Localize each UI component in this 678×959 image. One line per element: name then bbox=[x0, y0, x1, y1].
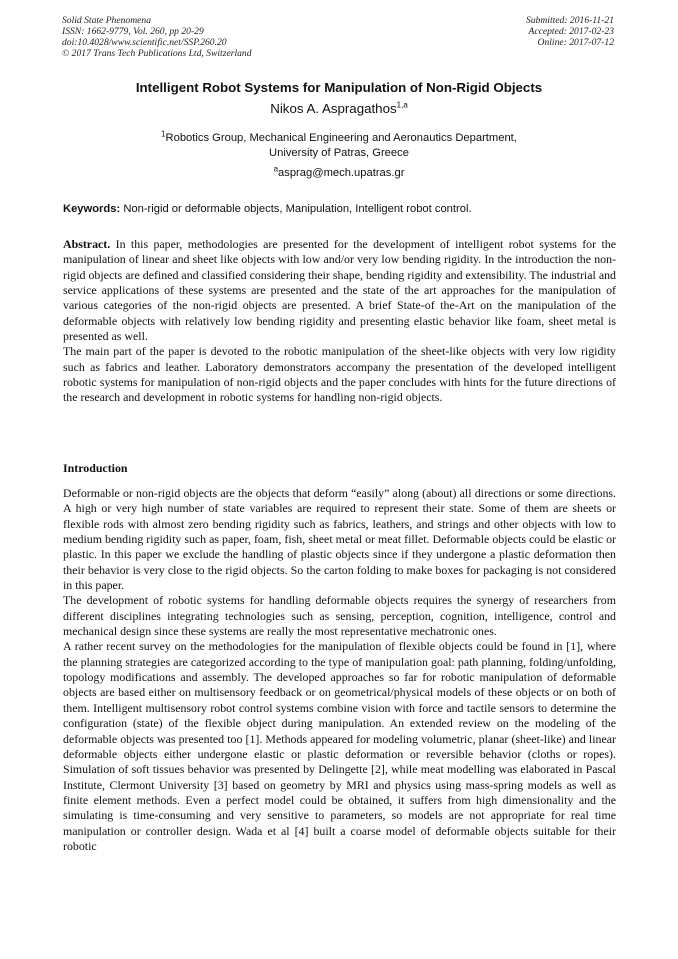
affiliation-text-1: Robotics Group, Mechanical Engineering and Aeronautics Department, bbox=[165, 132, 517, 144]
abstract-text-1: In this paper, methodologies are presented for the development of intelligent robot systems for the manipulation of linear and sheet like objects with low and/or very low bending rigidity. In the introduction the non-rigid objects are defined and classified considering their shape, bending rigidity and extensibility. The industrial and service applications of these systems are presented and the state of the art approaches for the manipulation of various categories of the non-rigid objects are presented. A brief State-of the-Art on the manipulation of the deformable objects with relatively low bending rigidity and presenting elastic behavior like foam, sheet metal is presented as well. bbox=[63, 237, 616, 344]
online-date: Online: 2017-07-12 bbox=[537, 37, 614, 48]
journal-name: Solid State Phenomena bbox=[62, 15, 151, 26]
submitted-date: Submitted: 2016-11-21 bbox=[525, 15, 614, 26]
author-sup: 1,a bbox=[396, 100, 408, 110]
doi-line: doi:10.4028/www.scientific.net/SSP.260.20 bbox=[62, 37, 227, 48]
introduction bbox=[63, 486, 616, 854]
journal-info bbox=[62, 15, 252, 59]
accepted-date: Accepted: 2017-02-23 bbox=[528, 26, 614, 37]
introduction-paragraph-3: A rather recent survey on the methodologies for the manipulation of flexible objects could be found in [1], where the planning strategies are categorized according to the type of manipulation goal: path planning, folding/unfolding, topology modifications and assembly. The developed approaches so far for robotic manipulation of deformable objects are based either on multisensory feedback or on geometrical/physical models of these objects or on both of them. Intelligent multisensory robot control systems combine vision with force and tactile sensors to determine the configuration (state) of the flexible object during manipulation. An extended review on the modeling of the deformable objects was presented too [1]. Methods appeared for modeling volumetric, planar (sheet-like) and linear deformable objects either undergone elastic or plastic deformation or reversible behavior (cloths or ropes). Simulation of soft tissues behavior was presented by Delingette [2], while meat modelling was elaborated in Pascal Institute, Clermont University [3] based on geometry by MRI and physics using mass-spring models as well as finite element methods. Even a perfect model could be obtained, it suffers from high dimensionality and the simulating is time-consuming and very sensitive to parameters, so models are not appropriate for real time manipulation or controller design. Wada et al [4] built a coarse model of deformable objects suitable for their robotic bbox=[63, 639, 616, 853]
author-email bbox=[0, 164, 678, 179]
introduction-paragraph-2: The development of robotic systems for handling deformable objects requires the synergy of researchers from different disciplines integrating technologies such as sensing, perception, cognition, intelligence, control and mechanical design since these systems are really the most representative mechatronic ones. bbox=[63, 593, 616, 639]
email-sup: a bbox=[273, 164, 279, 174]
copyright-line: © 2017 Trans Tech Publications Ltd, Switzerland bbox=[62, 48, 252, 59]
paper-title: Intelligent Robot Systems for Manipulation of Non-Rigid Objects bbox=[135, 80, 543, 95]
author-line bbox=[0, 101, 678, 116]
keywords-label: Keywords: bbox=[63, 203, 121, 215]
keywords-text: Non-rigid or deformable objects, Manipulation, Intelligent robot control. bbox=[123, 203, 472, 215]
issn-line: ISSN: 1662-9779, Vol. 260, pp 20-29 bbox=[62, 26, 204, 37]
affiliation-line-2: University of Patras, Greece bbox=[269, 146, 409, 159]
affiliation-sup: 1 bbox=[161, 129, 166, 139]
affiliation bbox=[0, 131, 678, 160]
abstract-paragraph-1 bbox=[63, 237, 616, 344]
abstract-label: Abstract. bbox=[63, 237, 111, 251]
abstract-paragraph-2: The main part of the paper is devoted to the robotic manipulation of the sheet-like objects with very low rigidity such as fabrics and leather. Laboratory demonstrators accompany the presentation of the developed intelligent robotic systems for manipulation of non-rigid objects and the paper concludes with hints for the future directions of the research and development in robotic systems for handling non-rigid objects. bbox=[63, 344, 616, 405]
introduction-paragraph-1: Deformable or non-rigid objects are the objects that deform “easily” along (about) all directions or some directions. A high or very high number of state variables are required to represent their state. Some of them are sheets or flexible rods with almost zero bending rigidity such as fabrics, leathers, and strings and other objects with low to medium bending rigidity such as paper, foam, fish, sheet metal or meat fillet. Deformable objects could be elastic or plastic. In this paper we exclude the handling of plastic objects since if they undergone a plastic deformation then their behavior is very close to the rigid objects. So the carton folding to make boxes for packaging is not considered in this paper. bbox=[63, 486, 616, 593]
abstract bbox=[63, 237, 616, 406]
keywords bbox=[63, 203, 619, 215]
author-name: Nikos A. Aspragathos bbox=[270, 101, 397, 116]
introduction-heading: Introduction bbox=[63, 461, 128, 475]
publication-dates bbox=[526, 15, 614, 48]
affiliation-line-1 bbox=[0, 131, 678, 146]
email-address: asprag@mech.upatras.gr bbox=[278, 167, 405, 179]
